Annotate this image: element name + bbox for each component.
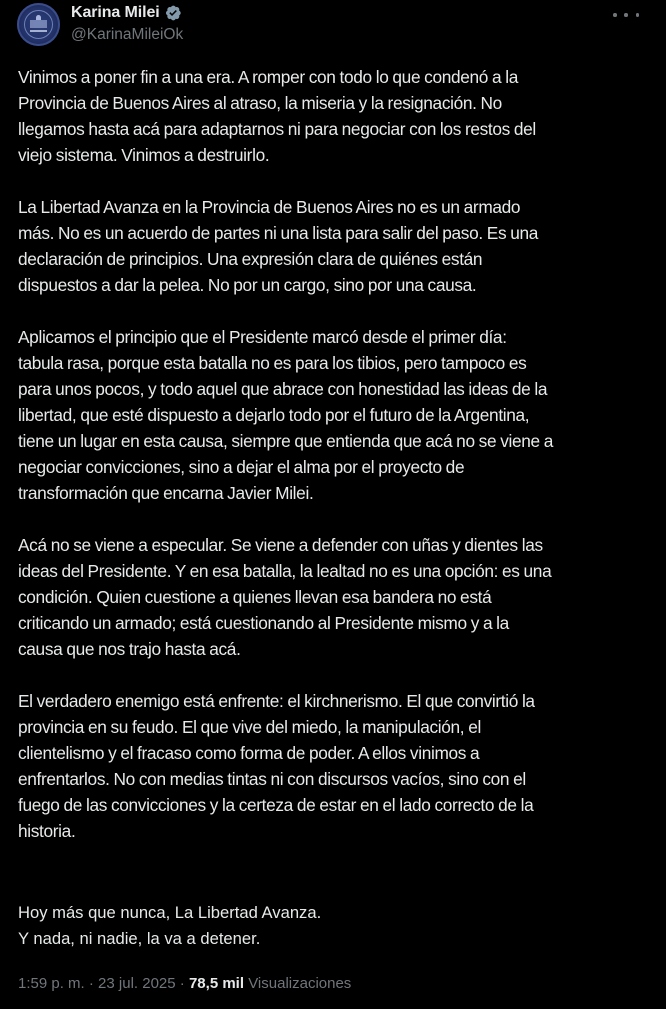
meta-separator: · — [84, 975, 99, 992]
text-line: fuego de las convicciones y la certeza de estar en el lado correcto de la — [18, 795, 534, 815]
author-handle[interactable]: @KarinaMileiOk — [71, 26, 184, 43]
tweet-paragraph-2 — [18, 194, 658, 298]
more-horizontal-icon-dot — [636, 13, 640, 17]
tweet-header — [16, 0, 656, 50]
author-name-row — [71, 4, 182, 22]
avatar[interactable] — [17, 3, 60, 46]
seal-building — [30, 20, 47, 28]
meta-separator: · — [175, 975, 189, 992]
tweet-paragraph-6 — [18, 900, 321, 952]
text-line: Hoy más que nunca, La Libertad Avanza. — [18, 903, 322, 922]
text-line: llegamos hasta acá para adaptarnos ni para negociar con los restos del — [18, 119, 536, 139]
more-horizontal-icon-dot — [624, 13, 628, 17]
text-line: negociar convicciones, sino a dejar el alma por el proyecto de — [18, 457, 465, 477]
text-line: Acá no se viene a especular. Se viene a defender con uñas y dientes las — [18, 535, 543, 555]
text-line: para unos pocos, y todo aquel que abrace con honestidad las ideas de la — [18, 379, 548, 399]
text-line: causa que nos trajo hasta acá. — [18, 639, 241, 659]
text-line: provincia en su feudo. El que vive del miedo, la manipulación, el — [18, 717, 481, 737]
text-line: dispuestos a dar la pelea. No por un cargo, sino por una causa. — [18, 275, 477, 295]
tweet-paragraph-5 — [18, 688, 658, 844]
text-line: clientelismo y el fracaso como forma de poder. A ellos vinimos a — [18, 743, 480, 763]
text-line: enfrentarlos. No con medias tintas ni con discursos vacíos, sino con el — [18, 769, 526, 789]
text-line: Provincia de Buenos Aires al atraso, la miseria y la resignación. No — [18, 93, 502, 113]
text-line: Aplicamos el principio que el Presidente marcó desde el primer día: — [18, 327, 507, 347]
verified-badge-icon — [164, 4, 182, 22]
text-line: libertad, que esté dispuesto a dejarlo todo por el futuro de la Argentina, — [18, 405, 530, 425]
more-options-button[interactable] — [613, 8, 639, 22]
text-line: Y nada, ni nadie, la va a detener. — [18, 929, 261, 948]
text-line: criticando un armado; está cuestionando al Presidente mismo y a la — [18, 613, 509, 633]
text-line: condición. Quien cuestione a quienes llevan esa bandera no está — [18, 587, 492, 607]
text-line: El verdadero enemigo está enfrente: el kirchnerismo. El que convirtió la — [18, 691, 535, 711]
text-line: tiene un lugar en esta causa, siempre que entienda que acá no se viene a — [18, 431, 554, 451]
views-count: 78,5 mil — [188, 975, 245, 992]
seal-ribbon — [30, 30, 47, 32]
tweet-paragraph-3 — [18, 324, 658, 506]
author-display-name[interactable]: Karina Milei — [71, 4, 160, 21]
text-line: tabula rasa, porque esta batalla no es para los tibios, pero tampoco es — [18, 353, 527, 373]
tweet-paragraph-4 — [18, 532, 658, 662]
tweet-metadata — [18, 975, 351, 992]
text-line: La Libertad Avanza en la Provincia de Buenos Aires no es un armado — [18, 197, 521, 217]
text-line: declaración de principios. Una expresión clara de quiénes están — [18, 249, 483, 269]
tweet-paragraph-1 — [18, 64, 658, 168]
text-line: Vinimos a poner fin a una era. A romper con todo lo que condenó a la — [18, 67, 519, 87]
views-label: Visualizaciones — [248, 975, 352, 992]
tweet-text — [18, 64, 658, 870]
text-line: viejo sistema. Vinimos a destruirlo. — [18, 145, 270, 165]
more-horizontal-icon — [613, 13, 617, 17]
text-line: historia. — [18, 821, 76, 841]
text-line: transformación que encarna Javier Milei. — [18, 483, 314, 503]
tweet-time[interactable]: 1:59 p. m. — [18, 975, 85, 992]
text-line: más. No es un acuerdo de partes ni una lista para salir del paso. Es una — [18, 223, 539, 243]
tweet-date[interactable]: 23 jul. 2025 — [98, 975, 176, 992]
text-line: ideas del Presidente. Y en esa batalla, la lealtad no es una opción: es una — [18, 561, 552, 581]
